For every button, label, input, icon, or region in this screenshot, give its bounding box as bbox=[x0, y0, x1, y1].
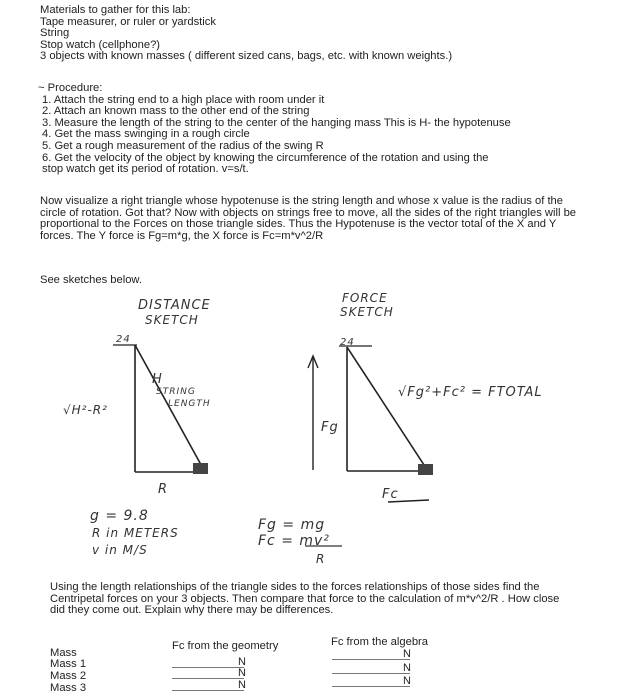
table-row-label: Mass 2 bbox=[50, 670, 87, 682]
distance-title-2: SKETCH bbox=[145, 313, 199, 327]
procedure-step: 3. Measure the length of the string to the center of the hanging mass This is H- the hypotenuse bbox=[42, 116, 511, 129]
unit-n: N bbox=[238, 667, 246, 679]
table-row-label: Mass 3 bbox=[50, 682, 87, 694]
procedure-step: 2. Attach an known mass to the other end of the string bbox=[42, 105, 310, 118]
materials-item: String bbox=[40, 27, 70, 40]
table-header-geometry: Fc from the geometry bbox=[172, 640, 279, 652]
geometry-answer-line[interactable] bbox=[172, 690, 244, 691]
using-text: Using the length relationships of the triangle sides to the forces relationships of those sides find the Centripetal forces on your 3 objects. Then compare that force to the calculation of m*v^2/R . How close did they come out. Explain why there may be differences. bbox=[50, 581, 560, 617]
algebra-answer-line[interactable] bbox=[332, 686, 410, 687]
unit-n: N bbox=[238, 656, 246, 668]
note-v: v in M/S bbox=[92, 543, 148, 557]
force-hypotenuse bbox=[347, 347, 428, 471]
table-header-mass: Mass bbox=[50, 647, 77, 659]
bullet-mark: ~ bbox=[38, 82, 48, 94]
materials-item: Tape measurer, or ruler or yardstick bbox=[40, 15, 216, 28]
note-g: g = 9.8 bbox=[90, 508, 149, 524]
materials-title: Materials to gather for this lab: bbox=[40, 4, 191, 16]
force-mass-block bbox=[418, 464, 433, 475]
visualize-text: Now visualize a right triangle whose hypotenuse is the string length and whose x value is the radius of the circle of rotation. Got that? Now with objects on strings free to move, all the sides of the right triangles will be proportional to the Forces on those triangle sides. Thus the Hypotenuse is the vector total of the X and Y forces. The Y force is Fg=m*g, the X force is Fc=m*v^2/R bbox=[40, 195, 577, 242]
force-title-1: FORCE bbox=[342, 291, 388, 305]
procedure-title: ~ Procedure: bbox=[38, 82, 103, 94]
procedure-step: 5. Get a rough measurement of the radius of the swing R bbox=[42, 139, 324, 152]
algebra-answer-line[interactable] bbox=[332, 673, 410, 674]
distance-mass-block bbox=[193, 463, 208, 474]
materials-item: Stop watch (cellphone?) bbox=[40, 38, 161, 51]
table-row-label: Mass 1 bbox=[50, 658, 87, 670]
note-r: R in METERS bbox=[92, 526, 179, 540]
note-fc-denominator: R bbox=[316, 552, 326, 566]
note-fc: Fc = mv² bbox=[258, 533, 330, 549]
algebra-answer-line[interactable] bbox=[332, 659, 410, 660]
distance-hyp-label: H bbox=[152, 372, 163, 387]
see-sketches: See sketches below. bbox=[40, 274, 142, 286]
note-fg: Fg = mg bbox=[258, 517, 326, 533]
force-top-label: 24 bbox=[340, 337, 355, 348]
unit-n: N bbox=[403, 648, 411, 660]
distance-hyp-label: STRING bbox=[156, 387, 196, 397]
procedure-step: 6. Get the velocity of the object by knowing the circumference of the rotation and using the bbox=[42, 151, 489, 164]
distance-hyp-label: LENGTH bbox=[168, 399, 211, 409]
unit-n: N bbox=[403, 662, 411, 674]
procedure-step: 1. Attach the string end to a high place with room under it bbox=[42, 93, 325, 106]
using-paragraph bbox=[50, 582, 570, 617]
procedure-step: 4. Get the mass swinging in a rough circle bbox=[42, 128, 250, 141]
force-hyp-label: √Fg²+Fc² = FTOTAL bbox=[398, 385, 543, 400]
table-header-algebra: Fc from the algebra bbox=[331, 636, 429, 648]
procedure-step-continued: stop watch get its period of rotation. v=s/t. bbox=[42, 163, 249, 176]
distance-side-label: √H²-R² bbox=[63, 403, 108, 417]
force-title-2: SKETCH bbox=[340, 305, 394, 319]
geometry-answer-line[interactable] bbox=[172, 678, 244, 679]
geometry-answer-line[interactable] bbox=[172, 667, 244, 668]
distance-title-1: DISTANCE bbox=[138, 298, 211, 313]
unit-n: N bbox=[238, 679, 246, 691]
force-side-label: Fg bbox=[321, 420, 339, 435]
distance-bottom-label: R bbox=[158, 482, 169, 497]
distance-top-label: 24 bbox=[116, 334, 131, 345]
force-bottom-label: Fc bbox=[382, 487, 399, 502]
materials-item: 3 objects with known masses ( different sized cans, bags, etc. with known weights.) bbox=[40, 50, 453, 63]
unit-n: N bbox=[403, 675, 411, 687]
